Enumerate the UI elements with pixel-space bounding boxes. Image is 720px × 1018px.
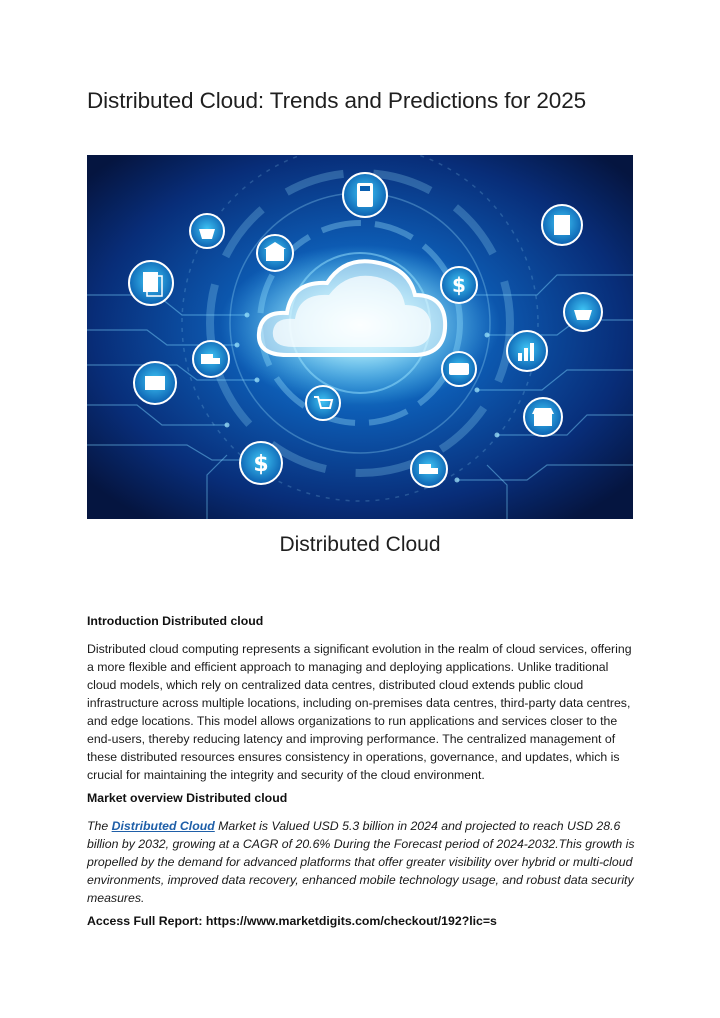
delivery-truck-icon-2 (411, 451, 447, 487)
sale-tag-icon (134, 362, 176, 404)
page-title: Distributed Cloud: Trends and Predictions for 2025 (87, 88, 587, 113)
credit-card-icon (442, 352, 476, 386)
distributed-cloud-link[interactable]: Distributed Cloud (111, 819, 215, 833)
dollar-icon (441, 267, 477, 303)
calculator-icon (343, 173, 387, 217)
bar-chart-icon (507, 331, 547, 371)
shop-icon (524, 398, 562, 436)
section-heading-introduction: Introduction Distributed cloud (87, 614, 264, 628)
section-body-introduction: Distributed cloud computing represents a significant evolution in the realm of cloud services, offering a more flexible and efficient approach to managing and deploying applications. Unlike traditional cloud models, which rely on centralized data centres, distributed cloud extends public cloud infrastructure across multiple locations, including on-premises data centres, third-party data centres, and edge locations. This model allows organizations to run applications and services closer to the end-users, thereby reducing latency and improving performance. The centralized management of these distributed resources ensures consistency in operations, governance, and updates, which is crucial for maintaining the integrity and security of the cloud environment. (87, 642, 632, 782)
shopping-cart-icon (306, 386, 340, 420)
hero-image (87, 155, 633, 519)
building-icon (542, 205, 582, 245)
svg-text:$: $ (253, 452, 269, 477)
shopping-basket-icon (190, 214, 224, 248)
delivery-truck-icon (193, 341, 229, 377)
dollar-icon-2 (240, 442, 282, 484)
svg-text:$: $ (452, 273, 466, 297)
image-caption: Distributed Cloud (279, 533, 441, 556)
section-heading-market-overview: Market overview Distributed cloud (87, 791, 288, 805)
market-text-suffix: Market is Valued USD 5.3 billion in 2024 and projected to reach USD 28.6 billion by 2032, growing at a CAGR of 20.6% During the Forecast period of 2024-2032.This growth is propelled by the demand for advanced platforms that offer greater visibility over hybrid or multi-cloud environments, improved data recovery, enhanced mobile technology usage, and robust data security measures. (87, 819, 635, 905)
market-text-prefix: The (87, 819, 112, 833)
documents-icon (129, 261, 173, 305)
shopping-basket-icon-2 (564, 293, 602, 331)
section-body-market-overview (87, 817, 637, 907)
access-report-line: Access Full Report: https://www.marketdigits.com/checkout/192?lic=s (87, 914, 497, 928)
store-icon (257, 235, 293, 271)
